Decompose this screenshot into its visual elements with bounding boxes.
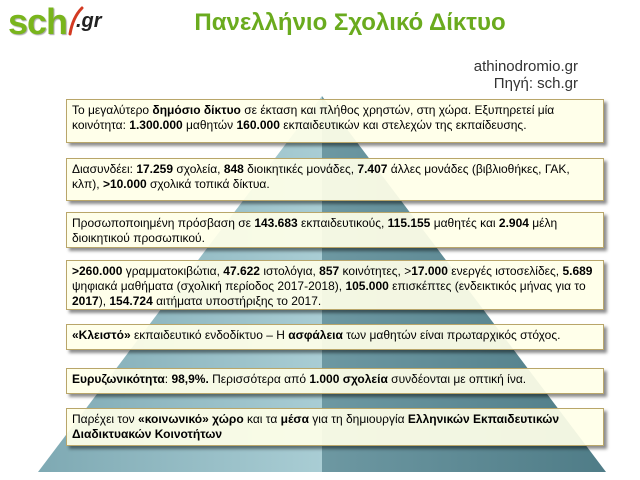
fact-text: των μαθητών είναι πρωταρχικός στόχος. bbox=[342, 328, 561, 342]
page-title: Πανελλήνιο Σχολικό Δίκτυο bbox=[194, 9, 506, 36]
fact-text: Διασυνδέει: bbox=[72, 162, 137, 176]
logo-main-text: sch bbox=[8, 1, 68, 42]
fact-highlight: 17.259 bbox=[136, 162, 174, 176]
fact-text: κοινότητες, > bbox=[339, 264, 412, 278]
logo-suffix-text: .gr bbox=[76, 10, 102, 32]
fact-text: εκπαιδευτικούς, bbox=[297, 216, 388, 230]
fact-box bbox=[66, 368, 604, 394]
fact-text: Προσωποποιημένη πρόσβαση σε bbox=[72, 216, 255, 230]
fact-highlight: «Κλειστό» bbox=[72, 328, 131, 342]
fact-text: μέλη διοικητικού προσωπικού. bbox=[72, 216, 558, 245]
fact-highlight: 848 bbox=[223, 162, 244, 176]
fact-highlight: 2.904 bbox=[498, 216, 529, 230]
fact-text: Παρέχει τον bbox=[72, 412, 139, 426]
fact-text: άλλες μονάδες (βιβλιοθήκες, ΓΑΚ, κλπ), bbox=[72, 162, 570, 191]
fact-highlight: δημόσιο δίκτυο bbox=[152, 103, 241, 117]
fact-text: και τα bbox=[243, 412, 281, 426]
fact-text: σχολικά τοπικά δίκτυα. bbox=[146, 177, 270, 191]
fact-highlight: 105.000 bbox=[345, 279, 389, 293]
fact-text: Το μεγαλύτερο bbox=[72, 103, 153, 117]
fact-highlight: 1.000 σχολεία bbox=[309, 372, 388, 386]
fact-highlight: «κοινωνικό» χώρο bbox=[138, 412, 244, 426]
fact-box bbox=[66, 408, 604, 446]
fact-highlight: >260.000 bbox=[72, 264, 123, 278]
fact-highlight: >10.000 bbox=[102, 177, 147, 191]
fact-text: γραμματοκιβώτια, bbox=[122, 264, 224, 278]
sch-logo[interactable] bbox=[8, 2, 112, 42]
fact-highlight: 857 bbox=[319, 264, 340, 278]
fact-highlight: 7.407 bbox=[357, 162, 388, 176]
fact-text: σε έκταση και πλήθος χρηστών, στη χώρα. Εξυπηρετεί μία κοινότητα: bbox=[72, 103, 555, 132]
fact-highlight: 47.622 bbox=[223, 264, 260, 278]
source-block bbox=[474, 58, 578, 92]
fact-text: σχολεία, bbox=[173, 162, 224, 176]
fact-text: ψηφιακά μαθήματα (σχολική περίοδος 2017-2018), bbox=[72, 279, 346, 293]
fact-text: : bbox=[164, 372, 172, 386]
fact-text: μαθητών bbox=[182, 118, 237, 132]
fact-highlight: 143.683 bbox=[254, 216, 298, 230]
fact-box bbox=[66, 212, 604, 248]
fact-text: ), bbox=[98, 294, 110, 308]
fact-text: συνδέονται με οπτική ίνα. bbox=[387, 372, 527, 386]
fact-text: για τη δημιουργία bbox=[308, 412, 408, 426]
fact-text: Περισσότερα από bbox=[208, 372, 310, 386]
fact-text: ενεργές ιστοσελίδες, bbox=[447, 264, 563, 278]
fact-text: εκπαιδευτικών και στελεχών της εκπαίδευσης. bbox=[279, 118, 527, 132]
fact-highlight: 1.300.000 bbox=[129, 118, 183, 132]
fact-text: μαθητές και bbox=[430, 216, 499, 230]
fact-box bbox=[66, 158, 604, 201]
fact-highlight: μέσα bbox=[280, 412, 309, 426]
fact-highlight: 154.724 bbox=[109, 294, 153, 308]
fact-box bbox=[66, 324, 604, 350]
fact-text: ιστολόγια, bbox=[259, 264, 320, 278]
fact-highlight: 160.000 bbox=[236, 118, 280, 132]
fact-highlight: 98,9%. bbox=[171, 372, 209, 386]
fact-highlight: 17.000 bbox=[411, 264, 448, 278]
fact-highlight: Ευρυζωνικότητα bbox=[72, 372, 165, 386]
fact-text: διοικητικές μονάδες, bbox=[243, 162, 358, 176]
fact-highlight: 2017 bbox=[72, 294, 99, 308]
fact-highlight: Ελληνικών Εκπαιδευτικών Διαδικτυακών Κοινοτήτων bbox=[72, 412, 560, 441]
fact-text: επισκέπτες (ενδεικτικός μήνας για το bbox=[388, 279, 586, 293]
fact-text: εκπαιδευτικό ενδοδίκτυο – Η bbox=[130, 328, 289, 342]
fact-highlight: ασφάλεια bbox=[288, 328, 343, 342]
fact-text: αιτήματα υποστήριξης το 2017. bbox=[152, 294, 322, 308]
source-site: athinodromio.gr bbox=[473, 58, 578, 75]
fact-box bbox=[66, 99, 604, 143]
fact-highlight: 115.155 bbox=[387, 216, 431, 230]
source-credit: Πηγή: sch.gr bbox=[493, 75, 578, 92]
fact-highlight: 5.689 bbox=[562, 264, 593, 278]
fact-box bbox=[66, 260, 604, 310]
